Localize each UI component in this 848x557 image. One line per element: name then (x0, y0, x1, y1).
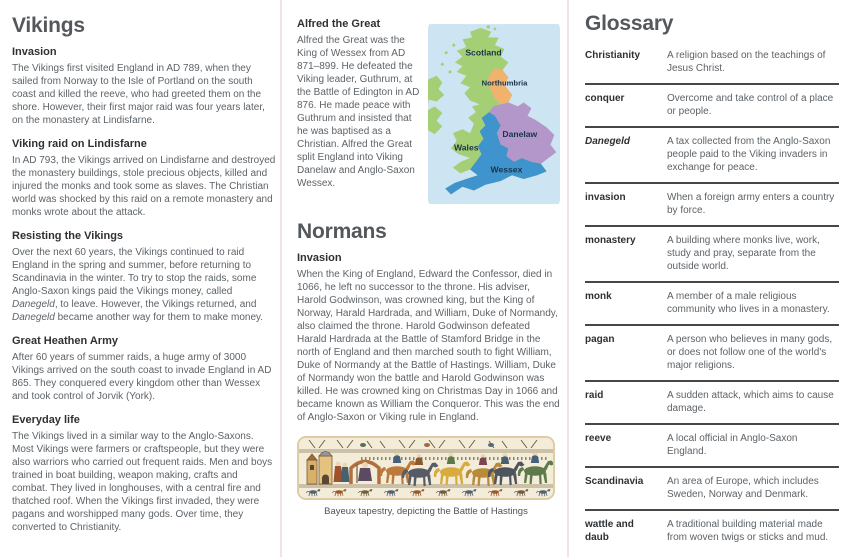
normans-paragraph: When the King of England, Edward the Confessor, died in 1066, he left no successor to the throne. His adviser, Harold Godwinson, was crowned king, but the King of Norway, Harald Hardrada, and William, Duke of Normandy, also claimed the throne. Harold Godwinson defeated Harald Hardrada at the Battle of Stamford Bridge in the north of England and then marched south to fight William, Duke of Normandy at the Battle of Hastings. William, Duke of Normandy won the battle and Harold Godwinson was killed. He was crowned king on Christmas Day in 1066 and became known as William the Conqueror. This was the end of Anglo-Saxon or Viking rule in England. (297, 269, 560, 423)
glossary-definition: A tax collected from the Anglo-Saxon people paid to the Viking invaders in exchange for peace. (667, 136, 831, 173)
paragraph-text: became another way for them to make money. (54, 312, 264, 323)
section-paragraph-lindisfarne: In AD 793, the Vikings arrived on Lindisfarne and destroyed the monastery buildings, stole precious objects, killed and injured the monks and took some as slaves. The Christian world was shocked by this raid on a remote monastery and monks wrote about the attack. (12, 155, 276, 218)
danegeld-italic-term: Danegeld (12, 312, 55, 323)
map-label-wales: Wales (453, 142, 479, 153)
glossary-definition: An area of Europe, which includes Sweden, Norway and Denmark. (667, 476, 819, 500)
bayeux-tapestry-image (297, 436, 555, 500)
paragraph-text: , to leave. However, the Vikings returned, and (54, 299, 257, 310)
glossary-definition: A local official in Anglo-Saxon England. (667, 433, 798, 457)
column-divider-right (567, 0, 569, 557)
section-heading-invasion: Invasion (12, 46, 57, 58)
alfred-heading: Alfred the Great (297, 18, 381, 30)
tapestry-caption: Bayeux tapestry, depicting the Battle of Hastings (324, 506, 528, 517)
alfred-paragraph: Alfred the Great was the King of Wessex from AD 871–899. He defeated the Viking leader, Guthrum, at the Battle of Edington in AD 876. He made peace with Guthrum and insisted that he was baptised as a Christian. Alfred the Great split England into Viking Danelaw and Anglo-Saxon Wessex. (297, 35, 420, 189)
glossary-row (585, 511, 839, 552)
map-svg (428, 20, 560, 208)
glossary-row (585, 85, 839, 128)
glossary-definition: When a foreign army enters a country by force. (667, 192, 835, 216)
glossary-row (585, 382, 839, 425)
glossary-row (585, 42, 839, 85)
column-divider-left (280, 0, 282, 557)
glossary-definition: Overcome and take control of a place or people. (667, 93, 834, 117)
glossary-row (585, 283, 839, 326)
glossary-term: wattle and daub (585, 519, 634, 543)
glossary-term: Christianity (585, 50, 641, 61)
glossary-title: Glossary (585, 12, 674, 35)
glossary-term: conquer (585, 93, 625, 104)
glossary-term: reeve (585, 433, 612, 444)
alfred-section (297, 16, 560, 208)
section-heading-heathen-army: Great Heathen Army (12, 335, 118, 347)
section-paragraph-invasion: The Vikings first visited England in AD 789, when they sailed from Norway to the Isle of Portland on the south coast and killed the reeve, who had greeted them on the shore. However, their first major raid was four years later, on the monastery at Lindisfarne. (12, 63, 265, 126)
glossary-row (585, 425, 839, 468)
normans-heading-invasion: Invasion (297, 252, 342, 264)
glossary-row (585, 184, 839, 227)
tapestry-svg (299, 438, 553, 498)
map-label-scotland: Scotland (465, 47, 502, 58)
glossary-row (585, 227, 839, 283)
section-paragraph-everyday-life: The Vikings lived in a similar way to the Anglo-Saxons. Most Vikings were farmers or craftspeople, but they were also warriors who carried out frequent raids. Men and boys trained in boat building, weapon making, crafts and combat. They lived in longhouses, with a central fire and thatched roof. When the Vikings first invaded, they were pagans and worshipped many gods. Over time, they converted to Christianity. (12, 431, 273, 533)
glossary-row (585, 326, 839, 382)
middle-column (297, 16, 560, 517)
paragraph-text: Over the next 60 years, the Vikings continued to raid England in the spring and summer, before returning to Scandinavia in the winter. To try to stop the raids, some Anglo-Saxon kings paid the Vikings money, called (12, 247, 257, 297)
glossary-row (585, 128, 839, 184)
alfred-text-block (297, 16, 420, 190)
glossary-term: monk (585, 291, 612, 302)
glossary-term: Danegeld (585, 136, 631, 147)
glossary-term: Scandinavia (585, 476, 644, 487)
vikings-column (12, 14, 276, 534)
tapestry-building (307, 452, 332, 485)
glossary-row (585, 468, 839, 511)
section-paragraph-heathen-army: After 60 years of summer raids, a huge army of 3000 Vikings arrived on the south coast to invade England in AD 865. They conquered every kingdom other than Wessex and took control of Jorvik (York). (12, 352, 272, 402)
section-heading-lindisfarne: Viking raid on Lindisfarne (12, 138, 147, 150)
danegeld-italic-term: Danegeld (12, 299, 55, 310)
vikings-title: Vikings (12, 14, 85, 37)
map-label-wessex: Wessex (490, 164, 523, 175)
map-label-danelaw: Danelaw (502, 128, 538, 139)
glossary-definition: A sudden attack, which aims to cause damage. (667, 390, 834, 414)
normans-title: Normans (297, 220, 387, 243)
glossary-definition: A building where monks live, work, study and pray, separate from the outside world. (667, 235, 820, 272)
section-heading-resisting: Resisting the Vikings (12, 230, 124, 242)
glossary-definition: A member of a male religious community who lives in a monastery. (667, 291, 830, 315)
glossary-term: pagan (585, 334, 615, 345)
section-paragraph-resisting (12, 246, 276, 324)
glossary-definition: A traditional building material made from woven twigs or sticks and mud. (667, 519, 829, 543)
britain-regions-map (428, 20, 560, 208)
glossary-term: raid (585, 390, 604, 401)
section-heading-everyday-life: Everyday life (12, 414, 80, 426)
glossary-term: monastery (585, 235, 636, 246)
glossary-definition: A religion based on the teachings of Jesus Christ. (667, 50, 826, 74)
glossary-column (585, 12, 839, 552)
glossary-definition: A person who believes in many gods, or does not follow one of the world's major religions. (667, 334, 833, 371)
glossary-term: invasion (585, 192, 626, 203)
map-label-northumbria: Northumbria (481, 78, 528, 88)
